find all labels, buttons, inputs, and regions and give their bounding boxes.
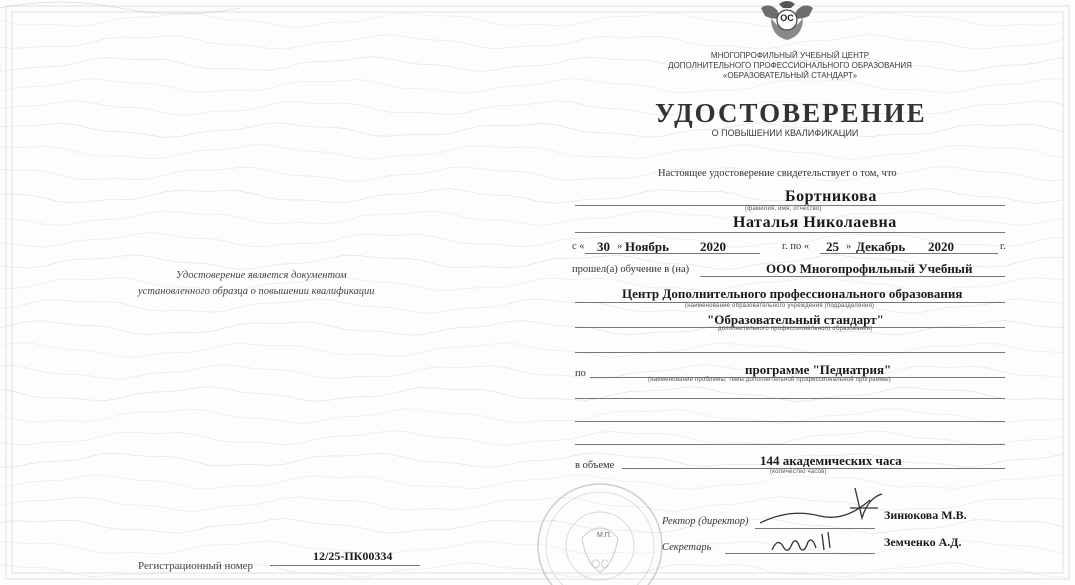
period-day-to: 25 xyxy=(826,239,839,254)
registration-label: Регистрационный номер xyxy=(138,560,254,572)
registration-number: 12/25-ПК00334 xyxy=(313,549,393,563)
given-names-line xyxy=(575,232,1005,233)
rector-signature-icon xyxy=(750,478,890,533)
name-caption: (фамилия, имя, отчество) xyxy=(745,206,822,212)
period-suffix: г. xyxy=(1000,241,1006,252)
institution-caption: (наименование образовательного учреждения (подразделения) xyxy=(685,303,875,309)
svg-text:ОС: ОС xyxy=(591,557,609,571)
program-prefix: по xyxy=(575,368,586,379)
period-year-from: 2020 xyxy=(700,239,726,254)
institution-line1: ООО Многопрофильный Учебный xyxy=(766,261,973,276)
hours-label: в объеме xyxy=(575,460,615,471)
period-mid: г. по « xyxy=(782,241,810,252)
program-caption: (наименование проблемы, темы дополнительной профессиональной программы) xyxy=(648,377,892,383)
institution-caption2: дополнительного профессионального образования) xyxy=(718,326,873,332)
period-from-prefix: с « xyxy=(572,241,585,252)
registration-rule xyxy=(270,565,420,566)
secretary-name: Земченко А.Д. xyxy=(884,535,962,549)
institution-line3: "Образовательный стандарт" xyxy=(707,312,884,327)
blank-rule-1 xyxy=(575,352,1005,353)
certificate-subtitle: О ПОВЫШЕНИИ КВАЛИФИКАЦИИ xyxy=(711,128,859,138)
institution-line2: Центр Дополнительного профессионального образования xyxy=(622,286,963,301)
org-header-line2: ДОПОЛНИТЕЛЬНОГО ПРОФЕССИОНАЛЬНОГО ОБРАЗОВАНИЯ xyxy=(668,61,912,70)
period-from-line xyxy=(585,253,760,254)
given-names-value: Наталья Николаевна xyxy=(733,214,897,231)
blank-rule-2 xyxy=(575,398,1005,399)
seal-label: М.П. xyxy=(597,532,612,539)
institution-line1-rule xyxy=(700,276,1005,277)
blank-rule-3 xyxy=(575,421,1005,422)
rector-label: Ректор (директор) xyxy=(662,516,749,527)
secretary-label: Секретарь xyxy=(662,542,712,553)
period-month-from: Ноябрь xyxy=(625,239,670,254)
trained-label: прошел(а) обучение в (на) xyxy=(572,264,690,275)
certificate-title: УДОСТОВЕРЕНИЕ xyxy=(655,98,927,128)
emblem-letters: ОС xyxy=(780,13,794,23)
period-day-from: 30 xyxy=(597,239,610,254)
org-header-line3: «ОБРАЗОВАТЕЛЬНЫЙ СТАНДАРТ» xyxy=(722,71,858,80)
certifies-text: Настоящее удостоверение свидетельствует о том, что xyxy=(658,168,897,179)
hours-value: 144 академических часа xyxy=(760,453,902,468)
program-value: программе "Педиатрия" xyxy=(745,362,892,377)
org-header-line1: МНОГОПРОФИЛЬНЫЙ УЧЕБНЫЙ ЦЕНТР xyxy=(710,51,870,60)
period-close-quote-2: » xyxy=(846,241,852,252)
period-close-quote-1: » xyxy=(617,241,623,252)
surname-value: Бортникова xyxy=(785,188,877,205)
period-to-line xyxy=(820,253,998,254)
blank-rule-4 xyxy=(575,444,1005,445)
period-year-to: 2020 xyxy=(928,239,954,254)
left-note-line2: установленного образца о повышении квалификации xyxy=(138,286,375,297)
rector-name: Зинюкова М.В. xyxy=(884,508,967,522)
hours-caption: (количество часов) xyxy=(770,469,827,475)
secretary-signature-icon xyxy=(768,528,848,558)
period-month-to: Декабрь xyxy=(856,239,906,254)
left-note-line1: Удостоверение является документом xyxy=(176,270,347,281)
